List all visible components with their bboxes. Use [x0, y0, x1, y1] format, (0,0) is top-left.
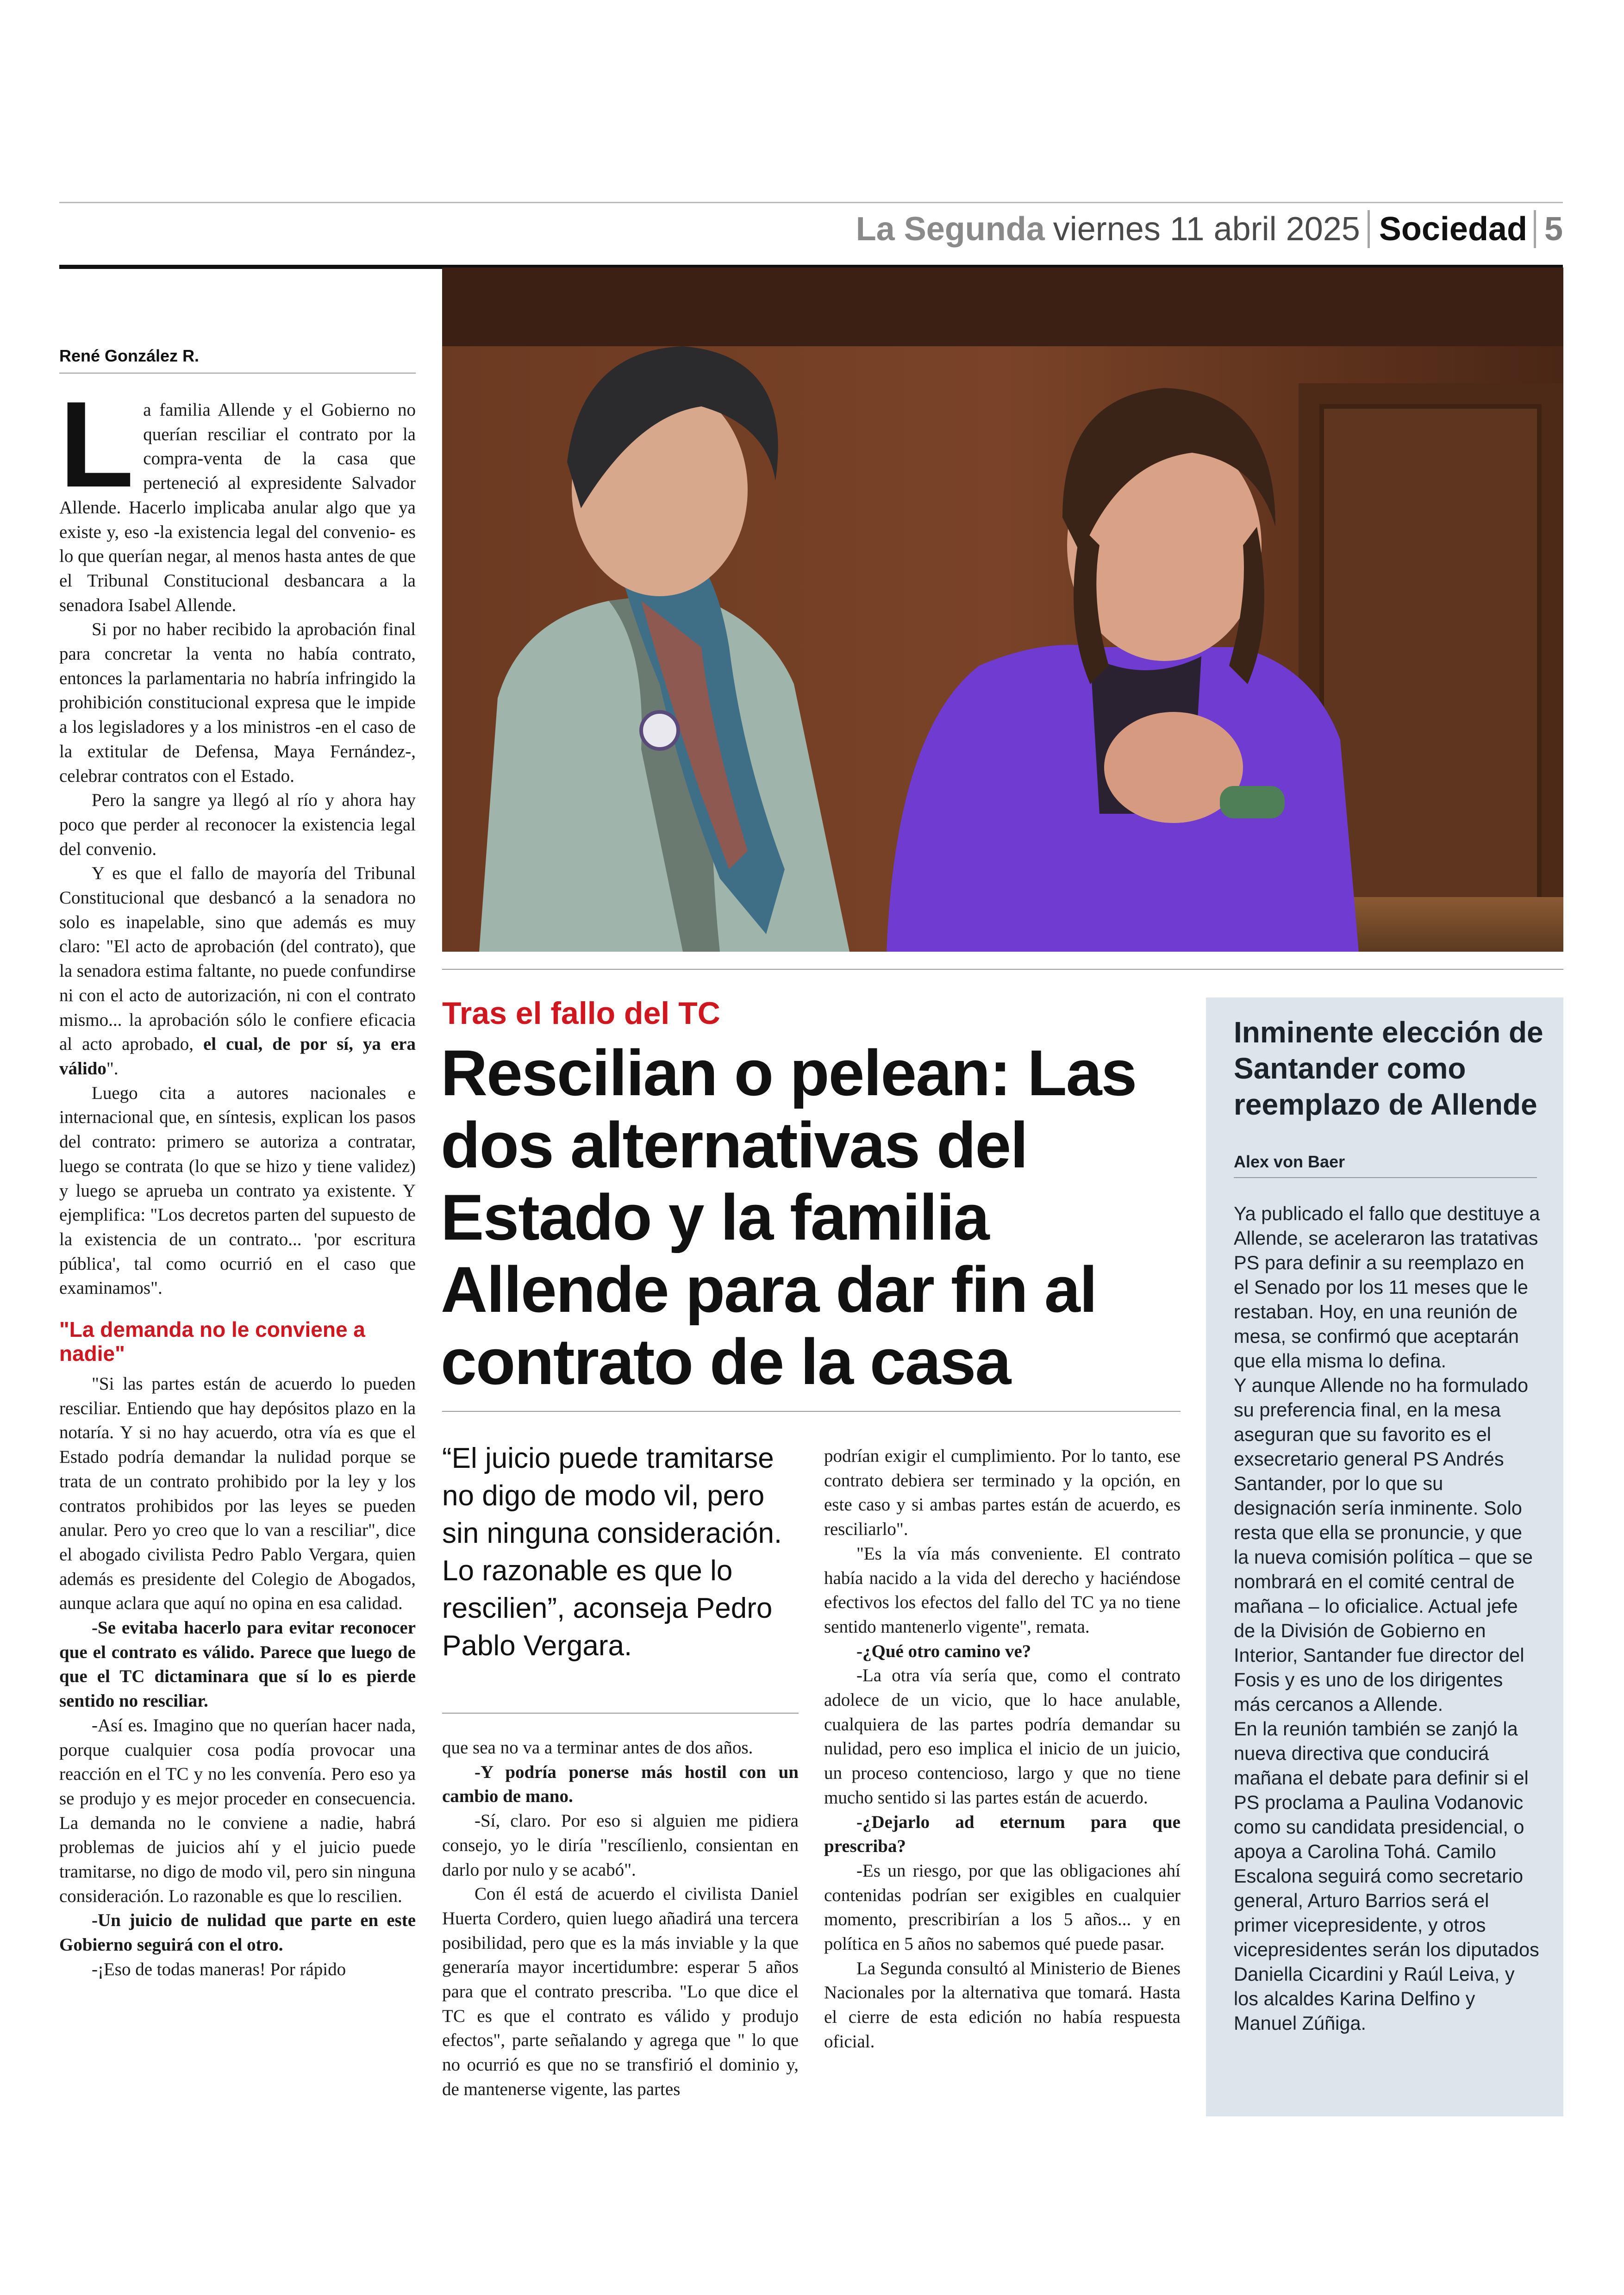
dropcap-letter: L — [59, 376, 134, 512]
paragraph: -¡Eso de todas maneras! Por rápido — [92, 1959, 346, 1979]
page-number: 5 — [1544, 211, 1563, 248]
header-divider — [1534, 210, 1536, 248]
section-name: Sociedad — [1379, 211, 1527, 248]
article-column-3 — [824, 1444, 1181, 2054]
paragraph-text: Y es que el fallo de mayoría del Tribunal Constitucional que desbancó a la senadora no solo es inapelable, sino que además es muy claro: "El acto de aprobación (del contrato), que la senadora estima faltante, no puede confundirse ni con el acto de autorización, ni con el contrato mismo... la aprobación sólo le confiere eficacia al acto aprobado, — [59, 863, 416, 1054]
paragraph: -Es un riesgo, por que las obligaciones ahí contenidas podrían ser exigibles en cualquier momento, prescribirían a los 5 años... y en política en 5 años no sabemos qué puede pasar. — [824, 1860, 1181, 1954]
paragraph: que sea no va a terminar antes de dos años. — [442, 1738, 753, 1758]
byline-rule — [59, 373, 416, 374]
paragraph: "Si las partes están de acuerdo lo pueden resciliar. Entiendo que hay depósitos plazo en la notaría. Y si no hay acuerdo, otra vía es que el Estado podría demandar la nulidad porque se trata de un contrato prohibido por la ley y los contratos prohibidos por las leyes se pueden anular. Pero yo creo que lo van a resciliar", dice el abogado civilista Pedro Pablo Vergara, quien además es presidente del Colegio de Abogados, aunque aclara que aquí no opina en esa calidad. — [59, 1374, 416, 1614]
senate-photo-illustration — [442, 268, 1563, 952]
article-column-1 — [59, 376, 416, 1982]
paragraph: La Segunda consultó al Ministerio de Bienes Nacionales por la alternativa que tomará. Hasta el cierre de esta edición no había respuesta oficial. — [824, 1958, 1181, 2052]
headline-top-rule — [442, 969, 1563, 970]
paragraph-text: ". — [106, 1058, 119, 1079]
paragraph: Con él está de acuerdo el civilista Daniel Huerta Cordero, quien luego añadirá una tercera posibilidad, pero que es la más inviable y la que generaría mayor incertidumbre: esperar 5 años para que el contrato prescriba. "Lo que dice el TC es que el contrato es válido y produjo efectos", parte señalando y agrega que " lo que no ocurrió es que no se transfirió el dominio y, de mantenerse vigente, las partes — [442, 1884, 799, 2099]
headline-bottom-rule — [442, 1411, 1181, 1412]
article-headline: Rescilian o pelean: Las dos alternativas del Estado y la familia Allende para dar fin al contrato de la casa — [441, 1036, 1137, 1398]
sidebar-byline: Alex von Baer — [1234, 1152, 1345, 1171]
article-kicker: Tras el fallo del TC — [442, 996, 720, 1031]
sidebar-paragraph: En la reunión también se zanjó la nueva directiva que conducirá mañana el debate para definir si el PS proclama a Paulina Vodanovic como su candidata presidencial, o apoya a Carolina Tohá. Camilo Escalona seguirá como secretario general, Arturo Barrios será el primer vicepresidente, y otros vicepresidentes serán los diputados Daniella Cicardini y Raúl Leiva, y los alcaldes Karina Delfino y Manuel Zúñiga. — [1234, 1718, 1539, 2034]
pull-quote: “El juicio puede tramitarse no digo de modo vil, pero sin ninguna consideración. Lo razonable es que lo rescilien”, aconseja Pedro Pablo Vergara. — [442, 1442, 782, 1662]
paragraph: podrían exigir el cumplimiento. Por lo tanto, ese contrato debiera ser terminado y la opción, en este caso y si ambas partes están de acuerdo, es resciliarlo". — [824, 1446, 1181, 1540]
sidebar-box — [1206, 998, 1563, 2116]
article-column-2 — [442, 1736, 799, 2102]
paragraph: -La otra vía sería que, como el contrato adolece de un vicio, que lo hace anulable, cualquiera de las partes podría demandar su nulidad, pero eso implica el inicio de un juicio, un proceso contencioso, largo y que no tiene mucho sentido si las partes están de acuerdo. — [824, 1665, 1181, 1808]
sidebar-body — [1234, 1201, 1542, 2035]
sidebar-title: Inminente elección de Santander como reemplazo de Allende — [1234, 1016, 1543, 1121]
article-byline: René González R. — [59, 346, 200, 365]
top-rule — [59, 202, 1563, 203]
lead-paragraph — [59, 376, 416, 617]
paragraph: Si por no haber recibido la aprobación final para concretar la venta no había contrato, entonces la parlamentaria no habría infringido la prohibición constitucional expresa que le impide a los legisladores y a los ministros -en el caso de la extitular de Defensa, Maya Fernández-, celebrar contratos con el Estado. — [59, 619, 416, 786]
interview-question: -Un juicio de nulidad que parte en este Gobierno seguirá con el otro. — [59, 1910, 416, 1955]
sidebar-rule — [1234, 1177, 1537, 1178]
paragraph — [59, 861, 416, 1081]
interview-question: -¿Qué otro camino ve? — [856, 1641, 1031, 1661]
paragraph: Pero la sangre ya llegó al río y ahora hay poco que perder al reconocer la existencia legal del convenio. — [59, 790, 416, 859]
interview-question: -¿Dejarlo ad eternum para que prescriba? — [824, 1812, 1181, 1857]
paragraph: -Sí, claro. Por eso si alguien me pidiera consejo, yo le diría "rescílienlo, consientan en darlo por nulo y se acabó". — [442, 1811, 799, 1880]
lead-text: a familia Allende y el Gobierno no querían resciliar el contrato por la compra-venta de la casa que perteneció al expresidente Salvador Allende. Hacerlo implicaba anular algo que ya existe y, eso -la existencia legal del convenio- es lo que querían negar, al menos hasta antes de que el Tribunal Constitucional desbancara a la senadora Isabel Allende. — [59, 400, 416, 615]
page-header — [856, 208, 1563, 250]
paragraph: "Es la vía más conveniente. El contrato había nacido a la vida del derecho y haciéndose efectivos los efectos del fallo del TC ya no tiene sentido mantenerlo vigente", remata. — [824, 1543, 1181, 1637]
interview-question: -Se evitaba hacerlo para evitar reconocer que el contrato es válido. Parece que luego de que el TC dictaminara que sí lo es pierde sentido no resciliar. — [59, 1618, 416, 1711]
paragraph: Luego cita a autores nacionales e internacional que, en síntesis, explican los pasos del contrato: primero se autoriza a contratar, luego se contrata (lo que se hizo y tiene validez) y luego se aprueba un contrato ya existente. Y ejemplifica: "Los decretos parten del supuesto de la existencia de un contrato... 'por escritura pública', tal como ocurrió en el caso que examinamos". — [59, 1083, 416, 1298]
emphasis-text: el cual, de por sí, ya era válido — [59, 1034, 416, 1079]
header-divider — [1368, 210, 1370, 248]
article-photo — [442, 268, 1563, 952]
issue-date: viernes 11 abril 2025 — [1053, 211, 1360, 248]
paragraph: -Así es. Imagino que no querían hacer nada, porque cualquier cosa podía provocar una reacción en el TC y no les convenía. Pero eso ya se produjo y es mejor proceder en consecuencia. La demanda no le conviene a nadie, habrá problemas de juicios ahí y el juicio puede tramitarse, no digo de modo vil, pero sin ninguna consideración. Lo razonable es que lo rescilien. — [59, 1715, 416, 1906]
article-subhead: "La demanda no le conviene a nadie" — [59, 1317, 365, 1366]
sidebar-paragraph: Y aunque Allende no ha formulado su preferencia final, en la mesa aseguran que su favorito es el exsecretario general PS Andrés Santander, por lo que su designación sería inminente. Solo resta que ella se pronuncie, y que la nueva comisión política – que se nombrará en el comité central de mañana – lo oficialice. Actual jefe de la División de Gobierno en Interior, Santander fue director del Fosis y es uno de los dirigentes más cercanos a Allende. — [1234, 1374, 1533, 1715]
pull-quote-rule — [442, 1713, 799, 1714]
interview-question: -Y podría ponerse más hostil con un cambio de mano. — [442, 1762, 799, 1807]
newspaper-brand: La Segunda — [856, 211, 1045, 248]
sidebar-paragraph: Ya publicado el fallo que destituye a Allende, se aceleraron las tratativas PS para definir a su reemplazo en el Senado por los 11 meses que le restaban. Hoy, en una reunión de mesa, se confirmó que aceptarán que ella misma lo defina. — [1234, 1203, 1540, 1372]
